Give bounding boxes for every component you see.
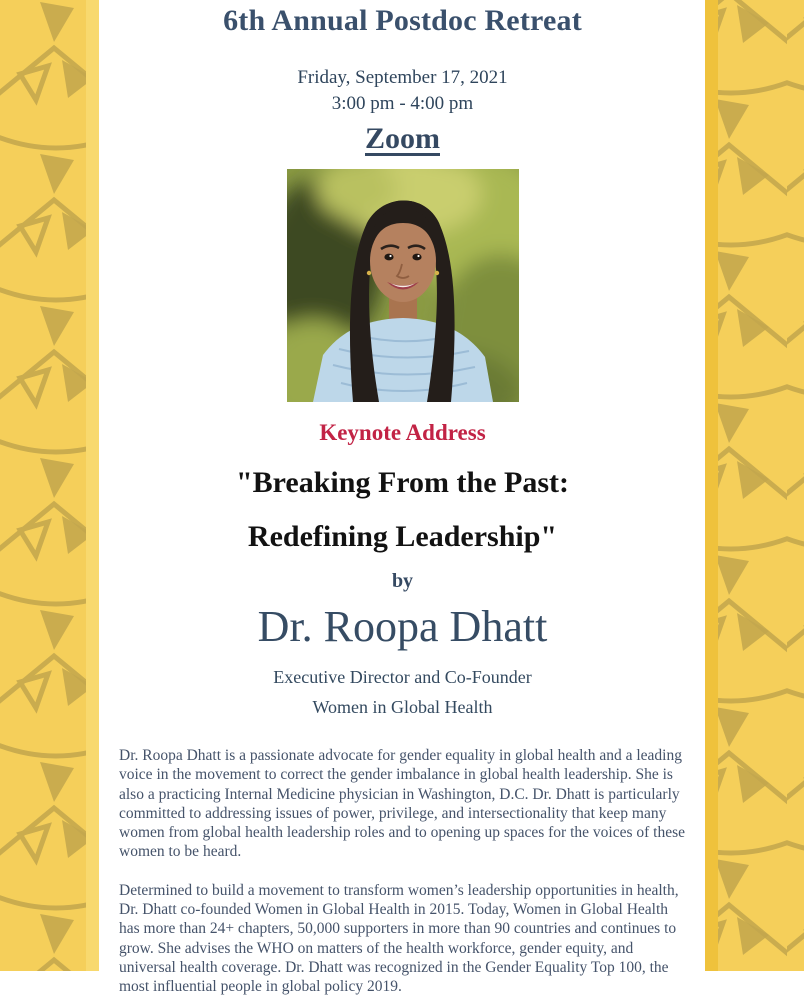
talk-title-line-2: Redefining Leadership" <box>247 520 558 553</box>
event-date: Friday, September 17, 2021 <box>297 67 508 88</box>
talk-title-line-1: "Breaking From the Past: <box>235 466 570 499</box>
speaker-photo <box>119 169 686 402</box>
bunting-pattern-icon <box>0 0 99 971</box>
zoom-link[interactable]: Zoom <box>365 122 440 155</box>
event-time: 3:00 pm - 4:00 pm <box>331 93 474 114</box>
right-bunting-border <box>705 0 804 971</box>
speaker-name: Dr. Roopa Dhatt <box>257 602 548 651</box>
speaker-portrait-image <box>287 169 519 402</box>
bio-paragraph-1: Dr. Roopa Dhatt is a passionate advocate for gender equality in global health and a leading voice in the movement to correct the gender imbalance in global health leadership. She is also a practicing Internal Medicine physician in Washington, D.C. Dr. Dhatt is particularly committed to addressing issues of power, privilege, and intersectionality that keep many women from global health leadership roles and to opening up spaces for the voices of these women to be heard. <box>119 747 686 861</box>
keynote-label: Keynote Address <box>319 420 486 445</box>
bunting-pattern-icon <box>705 0 804 971</box>
event-datetime <box>119 65 686 117</box>
by-label: by <box>391 570 414 592</box>
left-bunting-border <box>0 0 99 971</box>
speaker-organization: Women in Global Health <box>312 697 493 717</box>
talk-title <box>119 456 686 564</box>
bio-paragraph-2: Determined to build a movement to transform women’s leadership opportunities in health, Dr. Dhatt co-founded Women in Global Health in 2015. Today, Women in Global Health has more than 24+ chapters, 50,000 supporters in more than 90 countries and continues to grow. She advises the WHO on matters of the health workforce, gender equity, and universal health coverage. Dr. Dhatt was recognized in the Gender Equality Top 100, the most influential people in global policy 2019. <box>119 881 679 996</box>
flyer-content <box>99 0 705 996</box>
page-title: 6th Annual Postdoc Retreat <box>223 4 582 37</box>
speaker-role: Executive Director and Co-Founder <box>273 667 532 687</box>
